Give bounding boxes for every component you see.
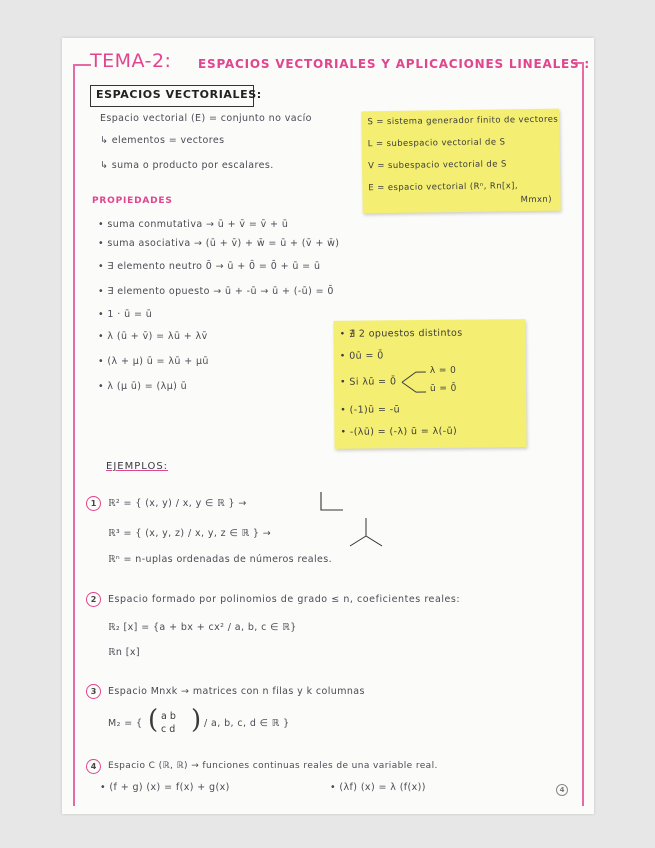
matrix-right-paren: ) — [191, 705, 202, 735]
sticky2-case-vector: ū = 0̄ — [430, 383, 457, 394]
intro-line-3: ↳ suma o producto por escalares. — [100, 160, 274, 171]
example-4-number: 4 — [86, 759, 101, 774]
example-3-line-2: M₂ = { — [108, 718, 143, 729]
page-title: TEMA-2: — [90, 50, 172, 72]
example-2-line-3: ℝn [x] — [108, 647, 140, 658]
sticky-note-consequences — [333, 319, 526, 449]
property-1: • suma conmutativa → ū + v̄ = v̄ + ū — [98, 219, 289, 230]
r2-axes-icon — [317, 490, 347, 514]
properties-heading: PROPIEDADES — [92, 196, 173, 206]
example-4-line-1: Espacio C (ℝ, ℝ) → funciones continuas reales de una variable real. — [108, 761, 438, 771]
example-2-line-1: Espacio formado por polinomios de grado ≤ n, coeficientes reales: — [108, 594, 461, 605]
example-3-line-1: Espacio Mnxk → matrices con n filas y k columnas — [108, 686, 365, 697]
r3-axes-icon — [348, 516, 384, 550]
page-subtitle: ESPACIOS VECTORIALES Y APLICACIONES LINEALES : — [198, 57, 591, 71]
examples-heading: EJEMPLOS: — [106, 461, 169, 472]
sticky2-line-3: • Si λū = 0̄ — [339, 376, 397, 388]
intro-line-2: ↳ elementos = vectores — [100, 135, 225, 146]
sticky2-line-2: • 0ū = 0̄ — [339, 350, 384, 362]
sticky1-line-1: S = sistema generador finito de vectores — [367, 114, 559, 128]
matrix-left-paren: ( — [148, 705, 159, 735]
example-1-line-1: ℝ² = { (x, y) / x, y ∈ ℝ } → — [108, 498, 247, 509]
example-2-line-2: ℝ₂ [x] = {a + bx + cx² / a, b, c ∈ ℝ} — [108, 622, 297, 633]
property-2: • suma asociativa → (ū + v̄) + w̄ = ū + (v̄ + w̄) — [98, 238, 340, 249]
section-title: ESPACIOS VECTORIALES: — [96, 88, 262, 101]
title-frame-top-left — [73, 64, 91, 66]
sticky1-line-2: L = subespacio vectorial de S — [367, 137, 506, 150]
example-2-number: 2 — [86, 592, 101, 607]
title-frame-left — [73, 64, 75, 806]
example-3-number: 3 — [86, 684, 101, 699]
example-4-line-2: • (f + g) (x) = f(x) + g(x) — [100, 782, 230, 793]
example-1-number: 1 — [86, 496, 101, 511]
matrix-row-2: c d — [161, 724, 176, 735]
example-4-line-3: • (λf) (x) = λ (f(x)) — [330, 782, 426, 793]
example-1-line-2: ℝ³ = { (x, y, z) / x, y, z ∈ ℝ } → — [108, 528, 272, 539]
example-3-line-3: / a, b, c, d ∈ ℝ } — [204, 718, 290, 729]
sticky1-line-4: E = espacio vectorial (Rⁿ, Rn[x], — [368, 181, 518, 194]
page-number: 4 — [556, 784, 568, 796]
sticky2-line-4: • (-1)ū = -ū — [340, 404, 401, 416]
sticky2-line-5: • -(λū) = (-λ) ū = λ(-ū) — [340, 425, 458, 438]
title-frame-right — [582, 62, 584, 806]
matrix-row-1: a b — [161, 711, 176, 722]
sticky2-case-lambda: λ = 0 — [429, 365, 457, 377]
property-4: • ∃ elemento opuesto → ū + -ū → ū + (-ū) = 0̄ — [98, 286, 334, 297]
sticky1-line-3: V = subespacio vectorial de S — [367, 159, 507, 172]
property-3: • ∃ elemento neutro 0̄ → ū + 0̄ = 0̄ + ū = ū — [98, 261, 321, 272]
property-7: • (λ + μ) ū = λū + μū — [98, 356, 209, 367]
intro-line-1: Espacio vectorial (E) = conjunto no vacío — [100, 113, 312, 124]
sticky1-line-5: Mmxn) — [520, 194, 552, 206]
sticky2-line-1: • ∄ 2 opuestos distintos — [339, 327, 463, 340]
property-5: • 1 · ū = ū — [98, 309, 153, 320]
property-8: • λ (μ ū) = (λμ) ū — [98, 381, 188, 392]
example-1-line-3: ℝⁿ = n-uplas ordenadas de números reales. — [108, 554, 333, 565]
implication-arrows — [400, 368, 430, 394]
sticky-note-definitions — [361, 109, 560, 214]
property-6: • λ (ū + v̄) = λū + λv̄ — [98, 331, 208, 342]
